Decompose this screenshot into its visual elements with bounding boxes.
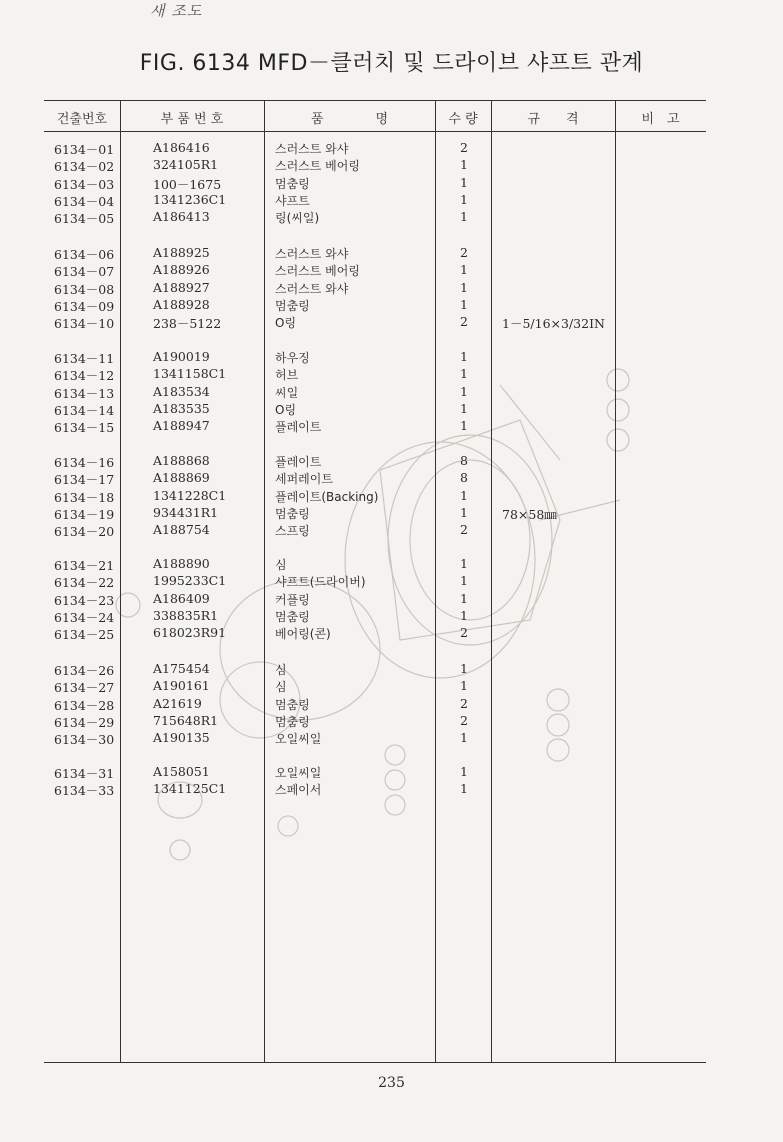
specification: 78×58㎜ [502,506,557,522]
table-row [0,488,783,505]
part-number: A188890 [153,556,210,571]
part-name: 베어링(콘) [275,627,331,642]
quantity: 1 [460,504,468,520]
table-row [0,556,783,573]
part-number: 1341228C1 [153,487,227,503]
part-name: 스프링 [275,524,310,539]
quantity: 1 [460,590,468,606]
part-name: 심 [275,663,287,677]
part-ref-no: 6134－23 [54,592,115,608]
quantity: 8 [460,453,468,468]
part-number: A188947 [153,418,210,434]
table-row [0,505,783,522]
part-ref-no: 6134－14 [54,402,115,418]
quantity: 1 [460,174,468,190]
header-part-name: 품 명 [310,112,389,127]
part-name: 오일씨일 [275,732,322,747]
part-number: A183534 [153,383,210,399]
table-row [0,696,783,713]
part-name: 씨일 [275,385,299,400]
table-row [0,608,783,625]
part-number: 715648R1 [153,712,219,728]
part-ref-no: 6134－06 [54,247,115,262]
part-number: 238－5122 [153,316,222,332]
table-row [0,453,783,470]
header-specification: 규 격 [527,112,579,127]
part-name: 플레이트 [275,455,322,469]
table-row [0,384,783,401]
quantity: 1 [460,349,468,364]
quantity: 1 [460,678,468,694]
part-name: 링(씨일) [275,211,320,226]
part-name: 세퍼레이트 [275,472,333,487]
quantity: 1 [460,366,468,382]
part-name: 플레이트(Backing) [275,489,379,504]
table-row [0,573,783,590]
part-ref-no: 6134－12 [54,368,115,384]
quantity: 1 [460,400,468,416]
quantity: 1 [460,487,468,503]
part-number: A183535 [153,400,210,416]
part-name: 멈춤링 [275,697,310,712]
part-ref-no: 6134－04 [54,193,115,209]
part-name: 심 [275,558,287,572]
part-ref-no: 6134－08 [54,281,115,297]
part-name: 플레이트 [275,420,322,435]
table-top-rule [44,100,706,101]
page-number: 235 [378,1075,405,1091]
part-ref-no: 6134－16 [54,455,115,470]
part-number: 1341236C1 [153,191,227,207]
part-number: A188869 [153,470,210,486]
part-number: 1341125C1 [153,781,227,797]
part-ref-no: 6134－33 [54,783,115,799]
part-number: A190019 [153,349,210,364]
part-number: 338835R1 [153,607,219,623]
table-row [0,245,783,262]
table-row [0,280,783,297]
table-row [0,297,783,314]
quantity: 1 [460,296,468,312]
quantity: 1 [460,781,468,797]
quantity: 1 [460,383,468,399]
part-ref-no: 6134－31 [54,766,115,781]
table-row [0,157,783,174]
table-row [0,781,783,798]
table-row [0,262,783,279]
part-number: A188926 [153,262,210,278]
part-ref-no: 6134－01 [54,142,115,157]
part-number: A175454 [153,661,210,676]
table-row [0,366,783,383]
part-ref-no: 6134－10 [54,316,115,332]
part-name: 커플링 [275,592,310,607]
table-header-rule [44,131,706,132]
part-name: 멈춤링 [275,609,310,624]
part-ref-no: 6134－02 [54,159,115,175]
part-name: 스러스트 베어링 [275,264,360,279]
part-number: 324105R1 [153,157,219,173]
part-ref-no: 6134－07 [54,264,115,280]
quantity: 1 [460,764,468,779]
part-name: O링 [275,316,297,331]
table-row [0,470,783,487]
part-ref-no: 6134－29 [54,714,115,730]
part-number: 1341158C1 [153,366,227,382]
table-row [0,209,783,226]
part-number: A186413 [153,209,210,225]
part-ref-no: 6134－30 [54,732,115,748]
part-name: 샤프트(드라이버) [275,575,366,590]
quantity: 1 [460,661,468,676]
quantity: 2 [460,314,468,330]
part-number: A190135 [153,730,210,746]
part-ref-no: 6134－03 [54,176,115,192]
part-number: A190161 [153,678,210,694]
part-name: 심 [275,680,287,695]
table-row [0,764,783,781]
table-row [0,522,783,539]
part-number: 1995233C1 [153,573,227,589]
part-name: 멈춤링 [275,298,310,313]
part-name: 오일씨일 [275,766,322,780]
part-ref-no: 6134－05 [54,211,115,227]
quantity: 8 [460,470,468,486]
part-name: 멈춤링 [275,176,310,191]
header-part-number: 부 품 번 호 [160,112,224,127]
part-number: 618023R91 [153,625,227,641]
quantity: 1 [460,730,468,746]
part-ref-no: 6134－15 [54,420,115,436]
table-row [0,192,783,209]
part-ref-no: 6134－25 [54,627,115,643]
part-name: 멈춤링 [275,714,310,729]
quantity: 2 [460,712,468,728]
part-number: 934431R1 [153,504,219,520]
quantity: 1 [460,573,468,589]
quantity: 1 [460,556,468,571]
quantity: 2 [460,522,468,538]
quantity: 2 [460,695,468,711]
header-remarks: 비 고 [641,112,680,127]
quantity: 1 [460,279,468,295]
quantity: 2 [460,140,468,155]
part-ref-no: 6134－18 [54,489,115,505]
part-ref-no: 6134－09 [54,298,115,314]
part-name: 스러스트 와샤 [275,247,349,261]
quantity: 1 [460,157,468,173]
table-row [0,591,783,608]
header-quantity: 수 량 [448,112,478,127]
table-row [0,140,783,157]
figure-title: FIG. 6134 MFD－클러치 및 드라이브 샤프트 관계 [139,51,644,76]
part-number: 100－1675 [153,176,222,192]
part-ref-no: 6134－19 [54,506,115,522]
table-row [0,678,783,695]
quantity: 1 [460,191,468,207]
quantity: 1 [460,418,468,434]
part-number: A158051 [153,764,210,779]
part-number: A188868 [153,453,210,468]
part-number: A188754 [153,522,210,538]
part-name: 스페이서 [275,783,322,798]
part-number: A186416 [153,140,210,155]
handwritten-note: 새 조도 [150,2,203,20]
table-bottom-rule [44,1062,706,1063]
part-ref-no: 6134－17 [54,472,115,488]
part-name: 스러스트 베어링 [275,159,360,174]
table-row [0,418,783,435]
quantity: 1 [460,262,468,278]
quantity: 1 [460,607,468,623]
part-ref-no: 6134－24 [54,609,115,625]
table-row [0,625,783,642]
table-row [0,349,783,366]
table-row [0,175,783,192]
part-name: 스러스트 와샤 [275,281,349,296]
part-ref-no: 6134－21 [54,558,115,573]
table-row [0,314,783,331]
part-ref-no: 6134－28 [54,697,115,713]
specification: 1－5/16×3/32IN [502,316,605,332]
part-ref-no: 6134－20 [54,524,115,540]
part-number: A188928 [153,296,210,312]
part-name: 하우징 [275,351,310,365]
part-ref-no: 6134－11 [54,351,115,366]
part-ref-no: 6134－22 [54,575,115,591]
part-name: 샤프트 [275,193,310,208]
part-name: 스러스트 와샤 [275,142,349,156]
quantity: 2 [460,245,468,260]
header-part-ref-no: 건출번호 [56,112,108,127]
part-name: 허브 [275,368,299,383]
part-number: A21619 [153,695,202,711]
table-row [0,401,783,418]
part-number: A186409 [153,590,210,606]
part-name: O링 [275,402,297,417]
quantity: 2 [460,625,468,641]
part-ref-no: 6134－13 [54,385,115,401]
table-row [0,730,783,747]
quantity: 1 [460,209,468,225]
table-row [0,713,783,730]
part-name: 멈춤링 [275,506,310,521]
part-ref-no: 6134－26 [54,663,115,678]
table-row [0,661,783,678]
part-number: A188925 [153,245,210,260]
part-number: A188927 [153,279,210,295]
part-ref-no: 6134－27 [54,680,115,696]
